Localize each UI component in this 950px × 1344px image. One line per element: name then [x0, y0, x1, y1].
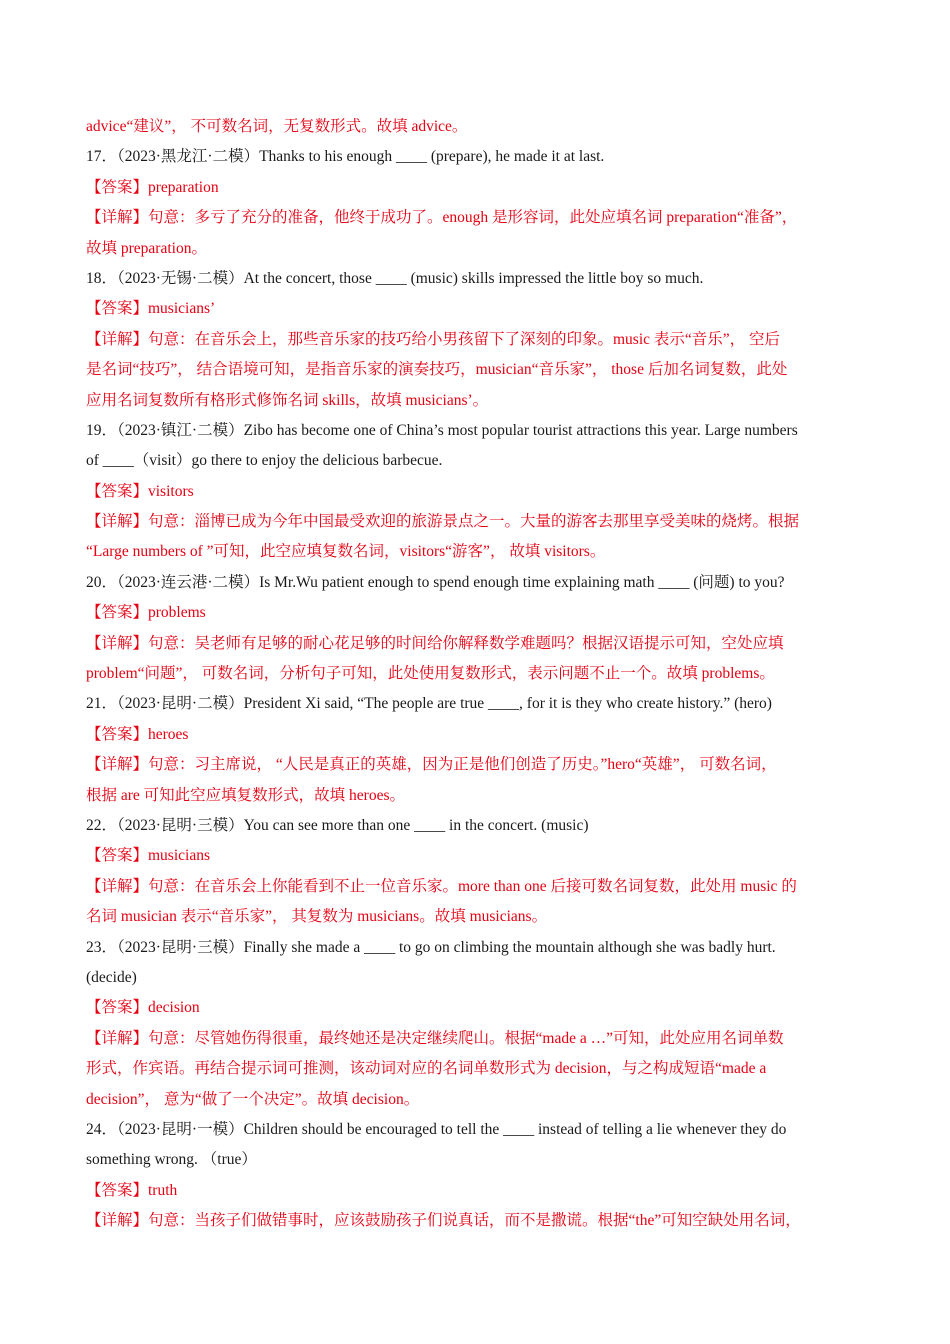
question-line: 19．（2023·镇江·二模）Zibo has become one of China’s most popular tourist attractions this year. Large numbers	[86, 421, 798, 439]
answer-line: 根据 are 可知此空应填复数形式，故填 heroes。	[86, 786, 405, 804]
answer-line: problem“问题”， 可数名词，分析句子可知，此处使用复数形式，表示问题不止一个。故填 problems。	[86, 665, 775, 683]
answer-line: 名词 musician 表示“音乐家”， 其复数为 musicians。故填 musicians。	[86, 908, 548, 926]
answer-line: decision”， 意为“做了一个决定”。故填 decision。	[86, 1090, 420, 1108]
answer-line: “Large numbers of ”可知，此空应填复数名词，visitors“游客”， 故填 visitors。	[86, 543, 606, 561]
answer-line: 【详解】句意：尽管她伤得很重，最终她还是决定继续爬山。根据“made a …”可知，此处应用名词单数	[86, 1029, 784, 1047]
question-line: (decide)	[86, 968, 137, 986]
answer-line: advice“建议”， 不可数名词，无复数形式。故填 advice。	[86, 118, 468, 135]
answer-line: 应用名词复数所有格形式修饰名词 skills，故填 musicians’。	[86, 391, 489, 409]
answer-line: 故填 preparation。	[86, 239, 207, 257]
question-line: 22．（2023·昆明·三模）You can see more than one ____ in the concert. (music)	[86, 816, 589, 834]
question-line: 17．（2023·黑龙江·二模）Thanks to his enough ____ (prepare), he made it at last.	[86, 148, 605, 166]
answer-line: 【答案】visitors	[86, 482, 194, 500]
document-body	[86, 112, 866, 1236]
answer-line: 【详解】句意：淄博已成为今年中国最受欢迎的旅游景点之一。大量的游客去那里享受美味的烧烤。根据	[86, 513, 800, 531]
answer-line: 形式，作宾语。再结合提示词可推测，该动词对应的名词单数形式为 decision，与之构成短语“made a	[86, 1060, 767, 1078]
answer-line: 【答案】musicians	[86, 847, 210, 865]
answer-line: 【答案】heroes	[86, 725, 189, 743]
question-line: 20．（2023·连云港·二模）Is Mr.Wu patient enough to spend enough time explaining math ____ (问题) to you?	[86, 573, 785, 591]
answer-line: 【详解】句意：在音乐会上，那些音乐家的技巧给小男孩留下了深刻的印象。music 表示“音乐”， 空后	[86, 330, 781, 348]
question-line: 24．（2023·昆明·一模）Children should be encouraged to tell the ____ instead of telling a lie whenever they do	[86, 1120, 787, 1138]
answer-line: 【答案】preparation	[86, 178, 219, 196]
question-line: 23．（2023·昆明·三模）Finally she made a ____ to go on climbing the mountain although she was badly hurt.	[86, 938, 776, 956]
answer-line: 【详解】句意：多亏了充分的准备，他终于成功了。enough 是形容词，此处应填名词 preparation“准备”，	[86, 209, 798, 227]
answer-line: 是名词“技巧”， 结合语境可知，是指音乐家的演奏技巧，musician“音乐家”， those 后加名词复数，此处	[86, 361, 788, 379]
answer-line: 【答案】musicians’	[86, 300, 216, 318]
answer-line: 【答案】decision	[86, 999, 200, 1017]
question-line: 18．（2023·无锡·二模）At the concert, those ____ (music) skills impressed the little boy so much.	[86, 269, 704, 287]
answer-line: 【详解】句意：吴老师有足够的耐心花足够的时间给你解释数学难题吗？根据汉语提示可知，空处应填	[86, 634, 784, 652]
question-line: 21．（2023·昆明·二模）President Xi said, “The people are true ____, for it is they who create history.” (hero)	[86, 695, 772, 713]
answer-line: 【详解】句意：在音乐会上你能看到不止一位音乐家。more than one 后接可数名词复数，此处用 music 的	[86, 877, 797, 895]
question-line: something wrong. （true）	[86, 1151, 257, 1169]
answer-line: 【详解】句意：当孩子们做错事时，应该鼓励孩子们说真话，而不是撒谎。根据“the”可知空缺处用名词，	[86, 1212, 801, 1230]
answer-line: 【答案】truth	[86, 1181, 178, 1199]
question-line: of ____（visit）go there to enjoy the delicious barbecue.	[86, 452, 443, 470]
answer-line: 【答案】problems	[86, 604, 206, 622]
answer-line: 【详解】句意：习主席说， “人民是真正的英雄，因为正是他们创造了历史。”hero“英雄”， 可数名词，	[86, 756, 777, 774]
